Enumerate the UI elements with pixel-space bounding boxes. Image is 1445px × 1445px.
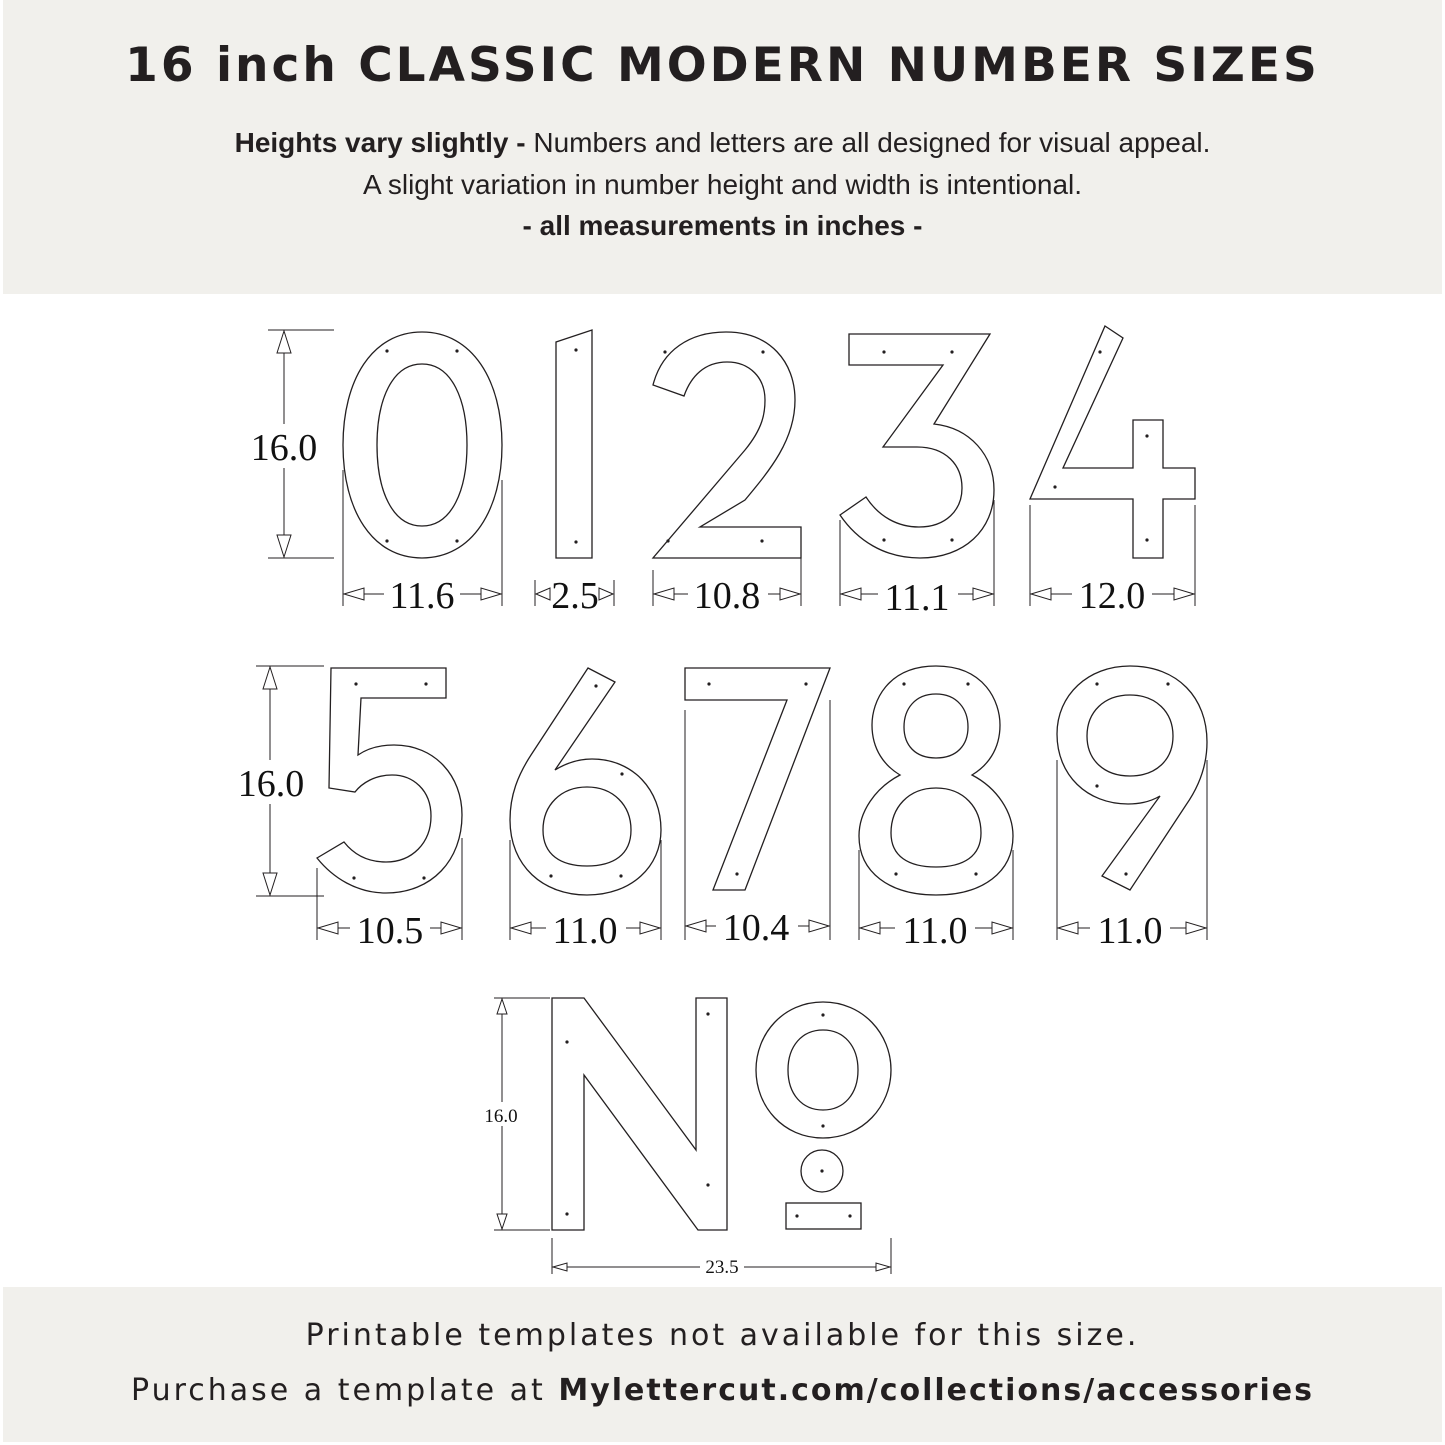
- subtitle-rest: Numbers and letters are all designed for visual appeal.: [533, 127, 1211, 158]
- row3-width-label: 23.5: [705, 1257, 739, 1278]
- footer-purchase-line: [0, 1373, 1445, 1408]
- row2-height-label: 16.0: [237, 763, 305, 805]
- row2-width-label-2: 10.4: [722, 907, 790, 949]
- numero-sign-superscript-o: [756, 1002, 891, 1229]
- numero-sign-N: [552, 998, 727, 1230]
- digit-9: [1057, 666, 1207, 890]
- footer-note: Printable templates not available for this size.: [305, 1318, 1140, 1353]
- row1-width-label-2: 10.8: [693, 575, 761, 617]
- row2-width-label-0: 10.5: [356, 910, 424, 952]
- row3-width-dimension: [552, 1238, 891, 1278]
- digit-6: [510, 668, 661, 895]
- digit-1: [556, 330, 592, 558]
- page-title: 16 inch CLASSIC MODERN NUMBER SIZES: [125, 38, 1320, 93]
- digit-2: [653, 332, 801, 558]
- row1-width-label-3: 11.1: [884, 577, 950, 619]
- row1-width-label-1: 2.5: [551, 575, 599, 617]
- row1-height-label: 16.0: [250, 427, 318, 469]
- digit-7: [685, 668, 830, 890]
- digit-8: [859, 666, 1013, 895]
- digit-0: [343, 332, 502, 558]
- footer-purchase-prefix: Purchase a template at: [131, 1373, 559, 1408]
- row1-width-dim-1: [535, 575, 614, 617]
- subtitle-line-3: - all measurements in inches -: [522, 210, 923, 241]
- row1-height-dimension: [240, 330, 334, 558]
- subtitle-line-2: A slight variation in number height and width is intentional.: [362, 169, 1083, 200]
- digit-3: [840, 334, 994, 558]
- row1-width-label-0: 11.6: [389, 575, 455, 617]
- row3-height-dimension: [480, 998, 550, 1230]
- row2-width-label-1: 11.0: [552, 910, 618, 952]
- row2-width-label-3: 11.0: [902, 910, 968, 952]
- row2-width-label-4: 11.0: [1097, 910, 1163, 952]
- row3-height-label: 16.0: [484, 1106, 518, 1127]
- row2-height-dimension: [228, 666, 324, 896]
- digit-4: [1030, 326, 1195, 558]
- row1-width-dim-4: [1030, 505, 1195, 617]
- row1-width-label-4: 12.0: [1078, 575, 1146, 617]
- subtitle-bold-lead: Heights vary slightly -: [234, 127, 534, 158]
- footer-band: [3, 1287, 1442, 1442]
- digit-5: [317, 668, 462, 893]
- footer-url-link[interactable]: Mylettercut.com/collections/accessories: [558, 1373, 1314, 1408]
